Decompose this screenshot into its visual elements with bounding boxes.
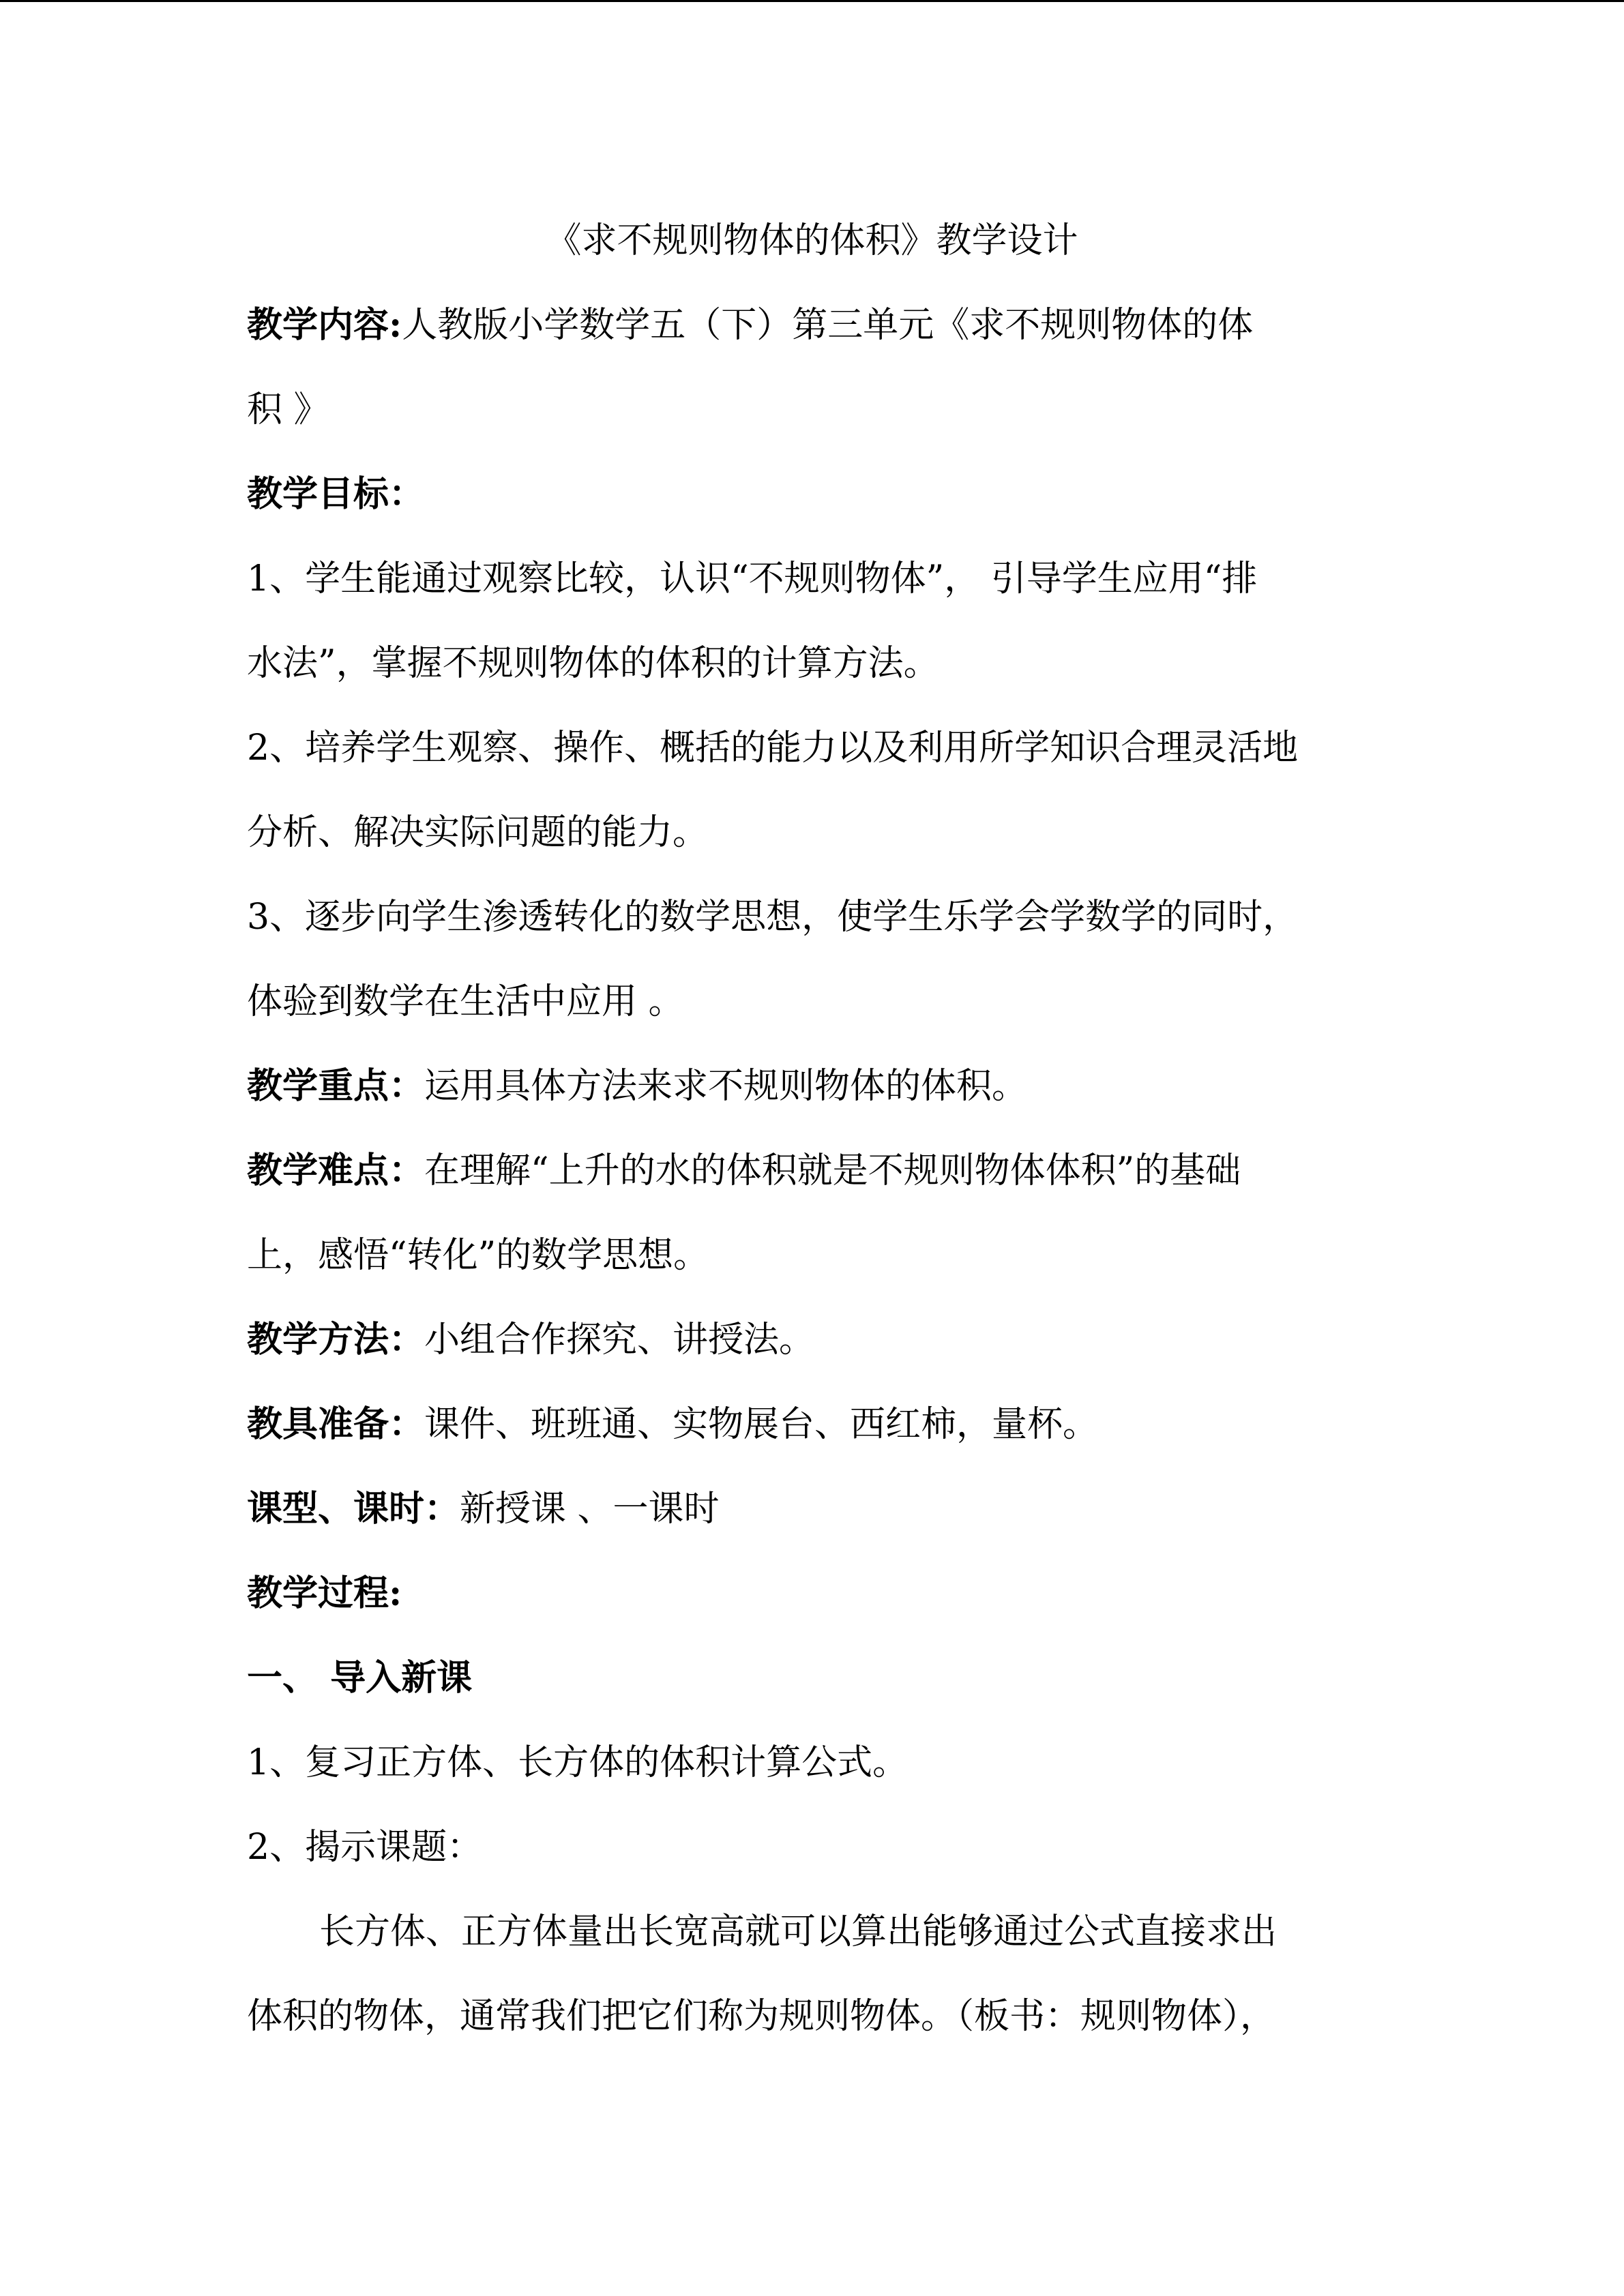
lesson-type-label: 课型、课时： bbox=[247, 1488, 460, 1530]
tools-label: 教具准备： bbox=[247, 1403, 425, 1445]
method-text: 小组合作探究、讲授法。 bbox=[424, 1320, 815, 1360]
method-line bbox=[247, 1318, 1406, 1362]
key-point-label: 教学重点： bbox=[247, 1065, 425, 1107]
lesson-type-line bbox=[247, 1487, 1406, 1531]
objective-2-line-2: 分析、解决实际问题的能力。 bbox=[247, 812, 709, 853]
difficulty-text-1: 在理解“上升的水的体积就是不规则物体体积”的基础 bbox=[424, 1150, 1241, 1191]
key-point-line bbox=[247, 1064, 1406, 1108]
process-step-1: 1、复习正方体、长方体的体积计算公式。 bbox=[247, 1742, 909, 1783]
difficulty-line-1 bbox=[247, 1149, 1406, 1193]
method-label: 教学方法： bbox=[247, 1319, 425, 1360]
objective-1-line-2: 水法”，掌握不规则物体的体积的计算方法。 bbox=[247, 643, 939, 684]
difficulty-text-2: 上，感悟“转化”的数学思想。 bbox=[247, 1235, 709, 1276]
tools-line bbox=[247, 1403, 1406, 1446]
content-line-1 bbox=[247, 303, 1406, 347]
tools-text: 课件、班班通、实物展台、西红柿，量杯。 bbox=[424, 1404, 1099, 1445]
section-1-heading: 一、 导入新课 bbox=[247, 1657, 473, 1699]
key-point-text: 运用具体方法来求不规则物体的体积。 bbox=[424, 1066, 1028, 1107]
objective-2-line-1: 2、培养学生观察、操作、概括的能力以及利用所学知识合理灵活地 bbox=[247, 728, 1299, 769]
paragraph-line-1: 长方体、正方体量出长宽高就可以算出能够通过公式直接求出 bbox=[319, 1911, 1278, 1952]
objective-1-line-1: 1、学生能通过观察比较，认识“不规则物体”， 引导学生应用“排 bbox=[247, 558, 1258, 599]
objective-3-line-1: 3、逐步向学生渗透转化的数学思想，使学生乐学会学数学的同时， bbox=[247, 897, 1299, 938]
process-label: 教学过程: bbox=[247, 1572, 402, 1614]
content-text-2: 积 》 bbox=[247, 389, 329, 430]
objective-3-line-2: 体验到数学在生活中应用 。 bbox=[247, 981, 684, 1022]
objectives-label: 教学目标： bbox=[247, 473, 425, 515]
content-text-1: 人教版小学数学五（下）第三单元《求不规则物体的体 bbox=[402, 305, 1254, 346]
content-label: 教学内容: bbox=[247, 304, 402, 346]
process-step-2: 2、揭示课题： bbox=[247, 1827, 483, 1868]
difficulty-label: 教学难点： bbox=[247, 1150, 425, 1191]
paragraph-line-2: 体积的物体，通常我们把它们称为规则物体。（板书：规则物体）， bbox=[247, 1996, 1276, 2037]
lesson-type-text: 新授课 、一课时 bbox=[460, 1489, 720, 1530]
page-title: 《求不规则物体的体积》教学设计 bbox=[546, 220, 1078, 261]
